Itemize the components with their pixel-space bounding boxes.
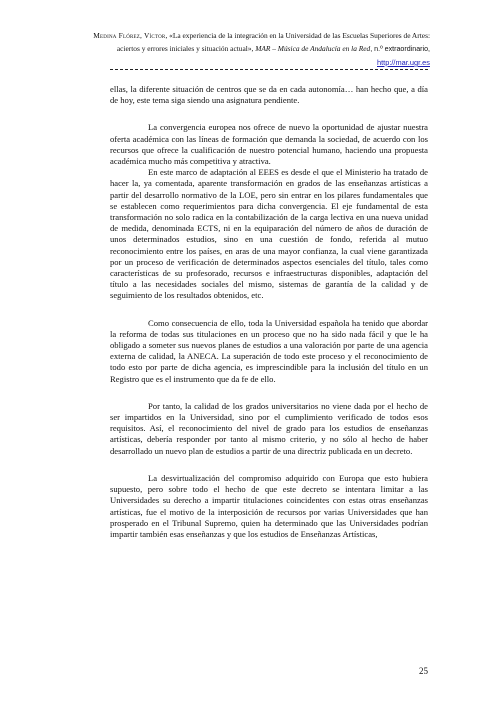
page-number: 25 (419, 666, 428, 676)
paragraph: La convergencia europea nos ofrece de nuevo la oportunidad de ajustar nuestra oferta académica con las líneas de formación que demanda la sociedad, de acuerdo con los recursos que ofrece la cualificación de nuestro potencial humano, haciendo una propuesta académica mucho más competitiva y atractiva. (110, 122, 428, 167)
running-header (70, 29, 430, 69)
body-text (110, 84, 428, 540)
paragraph: En este marco de adaptación al EEES es desde el que el Ministerio ha tratado de hacer la, ya comentada, aparente transformación en grados de las enseñanzas artísticas a partir del desarrollo normativo de la LOE, pero sin entrar en los pilares fundamentales que se establecen como requerimientos para dicha convergencia. El eje fundamental de esta transformación no solo radica en la contabilización de la carga lectiva en una nueva unidad de medida, denominada ECTS, ni en la equiparación del número de años de duración de unos determinados estudios, sino en una cuestión de fondo, referida al mutuo reconocimiento entre los países, en aras de una mayor confianza, la cual viene garantizada por un proceso de verificación de determinados aspectos esenciales del título, tales como características de su profesorado, recursos e infraestructuras disponibles, adaptación del título a las necesidades sociales del mismo, sistemas de garantía de la calidad y de seguimiento de los resultados obtenidos, etc. (110, 167, 428, 301)
paragraph: ellas, la diferente situación de centros que se da en cada autonomía… han hecho que, a día de hoy, este tema siga siendo una asignatura pendiente. (110, 84, 428, 106)
header-issue: , n.º extraordinario, (370, 45, 430, 53)
paragraph: La desvirtualización del compromiso adquirido con Europa que esto hubiera supuesto, pero sobre todo el hecho de que este decreto se intentara limitar a las Universidades su derecho a impartir titulaciones coincidentes con estas otras enseñanzas artísticas, fue el motivo de la interposición de recursos por varias Universidades que han prosperado en el Tribunal Supremo, quien ha determinado que las Universidades podrían impartir también esas enseñanzas y que los estudios de Enseñanzas Artísticas, (110, 472, 428, 539)
paragraph: Como consecuencia de ello, toda la Universidad española ha tenido que abordar la reforma de todas sus titulaciones en un proceso que no ha sido nada fácil y que le ha obligado a someter sus nuevos planes de estudios a una valoración por parte de una agencia externa de calidad, la ANECA. La superación de todo este proceso y el reconocimiento de todo esto por parte de dicha agencia, es imprescindible para la inclusión del título en un Registro que es el instrumento que da fe de ello. (110, 317, 428, 384)
header-divider (110, 69, 428, 70)
header-journal: MAR – Música de Andalucía en la Red (255, 44, 371, 53)
header-article-title: , «La experiencia de la integración en la Universidad de las Escuelas Superiores de Artes: aciertos y errores iniciales y situación actual», (116, 31, 430, 53)
header-author: Medina Flórez, Víctor (93, 31, 166, 40)
paragraph: Por tanto, la calidad de los grados universitarios no viene dada por el hecho de ser impartidos en la Universidad, sino por el cumplimiento verificado de todos esos requisitos. Así, el reconocimiento del nivel de grado para los estudios de enseñanzas artísticas, debería responder por tanto al mismo criterio, y no sólo al hecho de haber desarrollado un nuevo plan de estudios a partir de una directriz publicada en un decreto. (110, 400, 428, 456)
header-url-link[interactable]: http://mar.ugr.es (377, 58, 430, 67)
